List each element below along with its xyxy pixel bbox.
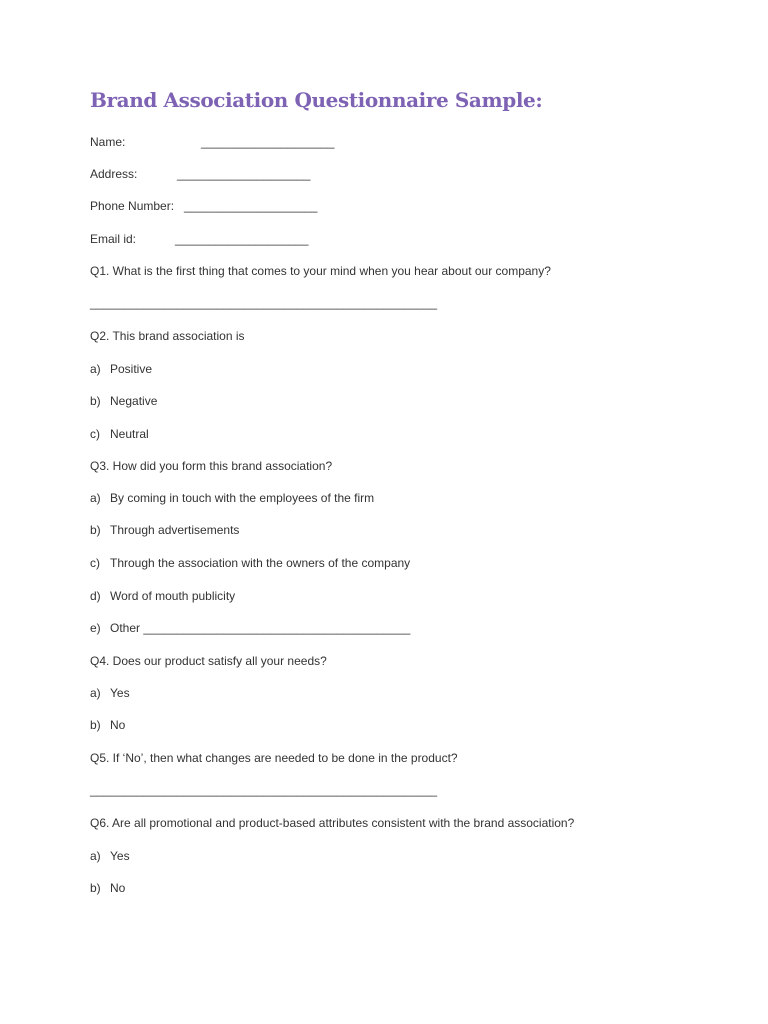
option-text: No	[110, 718, 126, 732]
email-label: Email id:	[90, 232, 137, 246]
question-1: Q1. What is the first thing that comes to your mind when you hear about our company?	[90, 264, 551, 278]
option-letter: b)	[90, 881, 101, 895]
option-letter: a)	[90, 491, 101, 505]
question-1-answer-blank[interactable]: ____________________________________________________	[90, 296, 438, 310]
option-letter: b)	[90, 394, 101, 408]
question-2-option-c[interactable]	[90, 427, 149, 442]
name-field-blank[interactable]: ____________________	[201, 135, 335, 149]
question-3-option-c[interactable]	[90, 556, 410, 571]
question-6-option-a[interactable]	[90, 849, 130, 864]
option-letter: e)	[90, 621, 101, 635]
question-3-option-e[interactable]	[90, 621, 410, 636]
option-text: Positive	[110, 362, 153, 376]
option-letter: a)	[90, 686, 101, 700]
option-text: Through the association with the owners of the company	[110, 556, 411, 570]
option-text: Word of mouth publicity	[110, 589, 236, 603]
option-letter: b)	[90, 718, 101, 732]
question-2-option-b[interactable]	[90, 394, 157, 409]
option-text: Yes	[110, 849, 130, 863]
page-title: Brand Association Questionnaire Sample:	[90, 88, 543, 112]
question-3-option-d[interactable]	[90, 589, 235, 604]
question-2-option-a[interactable]	[90, 362, 152, 377]
question-2: Q2. This brand association is	[90, 329, 245, 343]
question-5-answer-blank[interactable]: ____________________________________________________	[90, 783, 438, 797]
question-6-option-b[interactable]	[90, 881, 125, 896]
option-letter: b)	[90, 523, 101, 537]
option-letter: c)	[90, 556, 100, 570]
option-letter: a)	[90, 362, 101, 376]
email-field-blank[interactable]: ____________________	[175, 232, 309, 246]
phone-field-blank[interactable]: ____________________	[184, 199, 318, 213]
option-text: Through advertisements	[110, 523, 240, 537]
option-letter: c)	[90, 427, 100, 441]
question-3: Q3. How did you form this brand association?	[90, 459, 333, 473]
option-text: Other ________________________________________	[110, 621, 411, 635]
question-3-option-a[interactable]	[90, 491, 374, 506]
option-text: Neutral	[110, 427, 149, 441]
question-4-option-b[interactable]	[90, 718, 125, 733]
question-6: Q6. Are all promotional and product-based attributes consistent with the brand association?	[90, 816, 575, 830]
question-3-option-b[interactable]	[90, 523, 239, 538]
option-letter: a)	[90, 849, 101, 863]
phone-label: Phone Number:	[90, 199, 175, 213]
question-5: Q5. If ‘No’, then what changes are needed to be done in the product?	[90, 751, 458, 765]
question-4: Q4. Does our product satisfy all your needs?	[90, 654, 327, 668]
option-text: By coming in touch with the employees of the firm	[110, 491, 375, 505]
question-4-option-a[interactable]	[90, 686, 130, 701]
option-text: Negative	[110, 394, 158, 408]
name-label: Name:	[90, 135, 126, 149]
option-text: Yes	[110, 686, 130, 700]
option-text: No	[110, 881, 126, 895]
address-label: Address:	[90, 167, 138, 181]
address-field-blank[interactable]: ____________________	[177, 167, 311, 181]
option-letter: d)	[90, 589, 101, 603]
